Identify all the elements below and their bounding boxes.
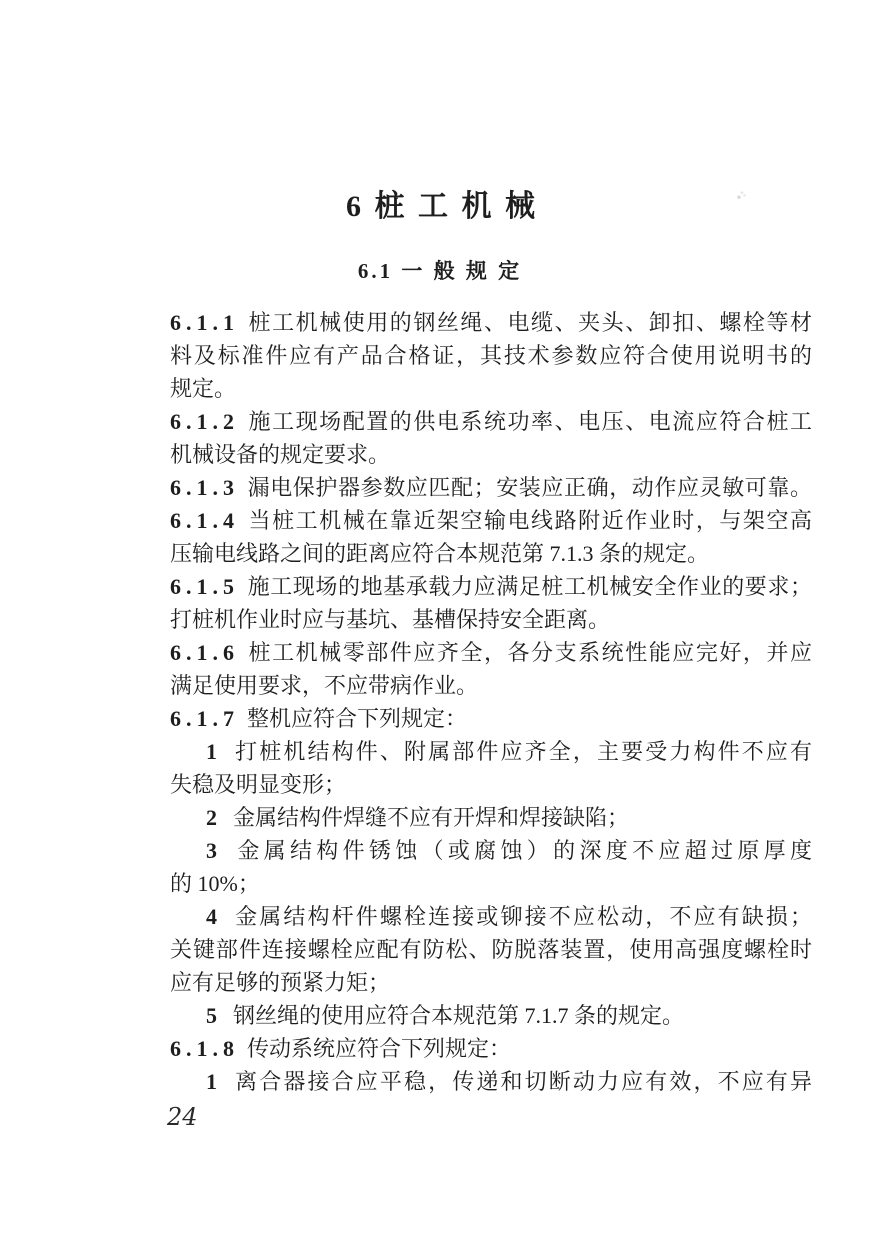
line-text: 桩工机械零部件应齐全，各分支系统性能应完好，并应 xyxy=(247,640,812,665)
clause-number: 6.1.7 xyxy=(170,706,239,731)
text-line xyxy=(170,900,812,933)
clause-number: 6.1.1 xyxy=(170,310,239,335)
line-text: 金属结构件焊缝不应有开焊和焊接缺陷； xyxy=(233,805,630,830)
clause-number: 6.1.2 xyxy=(170,409,239,434)
text-line xyxy=(170,867,812,900)
line-text: 打桩机作业时应与基坑、基槽保持安全距离。 xyxy=(170,607,611,632)
line-text: 整机应符合下列规定： xyxy=(247,706,468,731)
text-line xyxy=(170,504,812,537)
page-number: 24 xyxy=(167,1103,198,1131)
clause-number: 6.1.3 xyxy=(170,475,239,500)
text-line xyxy=(170,933,812,966)
clause-number: 6.1.6 xyxy=(170,640,239,665)
line-text: 关键部件连接螺栓应配有防松、防脱落装置，使用高强度螺栓时 xyxy=(170,937,812,962)
line-text: 应有足够的预紧力矩； xyxy=(170,970,391,995)
line-text: 当桩工机械在靠近架空输电线路附近作业时，与架空高 xyxy=(247,508,812,533)
line-text: 漏电保护器参数应匹配；安装应正确，动作应灵敏可靠。 xyxy=(247,475,812,500)
clause-number: 6.1.4 xyxy=(170,508,239,533)
line-text: 桩工机械使用的钢丝绳、电缆、夹头、卸扣、螺栓等材 xyxy=(247,310,812,335)
line-text: 打桩机结构件、附属部件应齐全，主要受力构件不应有 xyxy=(233,739,812,764)
text-line xyxy=(170,405,812,438)
line-text: 压输电线路之间的距离应符合本规范第 7.1.3 条的规定。 xyxy=(170,541,710,566)
line-text: 钢丝绳的使用应符合本规范第 7.1.7 条的规定。 xyxy=(233,1003,685,1028)
clause-number: 5 xyxy=(206,1003,217,1028)
chapter-title: 6 桩 工 机 械 xyxy=(346,190,538,223)
text-line xyxy=(170,669,812,702)
line-text: 机械设备的规定要求。 xyxy=(170,442,391,467)
section-title: 6.1 一 般 规 定 xyxy=(357,259,523,283)
body-text-block xyxy=(170,306,812,1098)
clause-number: 2 xyxy=(206,805,217,830)
text-line xyxy=(170,339,812,372)
text-line xyxy=(170,966,812,999)
text-line xyxy=(170,372,812,405)
text-line xyxy=(170,570,812,603)
text-line xyxy=(170,603,812,636)
text-line xyxy=(170,537,812,570)
line-text: 规定。 xyxy=(170,376,237,401)
line-text: 的 10%； xyxy=(170,871,260,896)
text-line xyxy=(170,834,812,867)
line-text: 失稳及明显变形； xyxy=(170,772,347,797)
line-text: 金属结构件锈蚀（或腐蚀）的深度不应超过原厚度 xyxy=(233,838,812,863)
line-text: 施工现场配置的供电系统功率、电压、电流应符合桩工 xyxy=(247,409,812,434)
clause-number: 4 xyxy=(206,904,217,929)
text-line xyxy=(170,1032,812,1065)
text-line xyxy=(170,1065,812,1098)
line-text: 施工现场的地基承载力应满足桩工机械安全作业的要求； xyxy=(247,574,812,599)
text-line xyxy=(170,999,812,1032)
text-line xyxy=(170,735,812,768)
clause-number: 6.1.5 xyxy=(170,574,239,599)
line-text: 金属结构杆件螺栓连接或铆接不应松动，不应有缺损； xyxy=(233,904,812,929)
text-line xyxy=(170,702,812,735)
text-line xyxy=(170,471,812,504)
line-text: 料及标准件应有产品合格证，其技术参数应符合使用说明书的 xyxy=(170,343,812,368)
text-line xyxy=(170,636,812,669)
clause-number: 6.1.8 xyxy=(170,1036,239,1061)
line-text: 离合器接合应平稳，传递和切断动力应有效，不应有异 xyxy=(233,1069,812,1094)
text-line xyxy=(170,438,812,471)
clause-number: 1 xyxy=(206,739,217,764)
text-line xyxy=(170,801,812,834)
line-text: 满足使用要求，不应带病作业。 xyxy=(170,673,479,698)
line-text: 传动系统应符合下列规定： xyxy=(247,1036,512,1061)
clause-number: 3 xyxy=(206,838,217,863)
text-line xyxy=(170,306,812,339)
clause-number: 1 xyxy=(206,1069,217,1094)
text-line xyxy=(170,768,812,801)
